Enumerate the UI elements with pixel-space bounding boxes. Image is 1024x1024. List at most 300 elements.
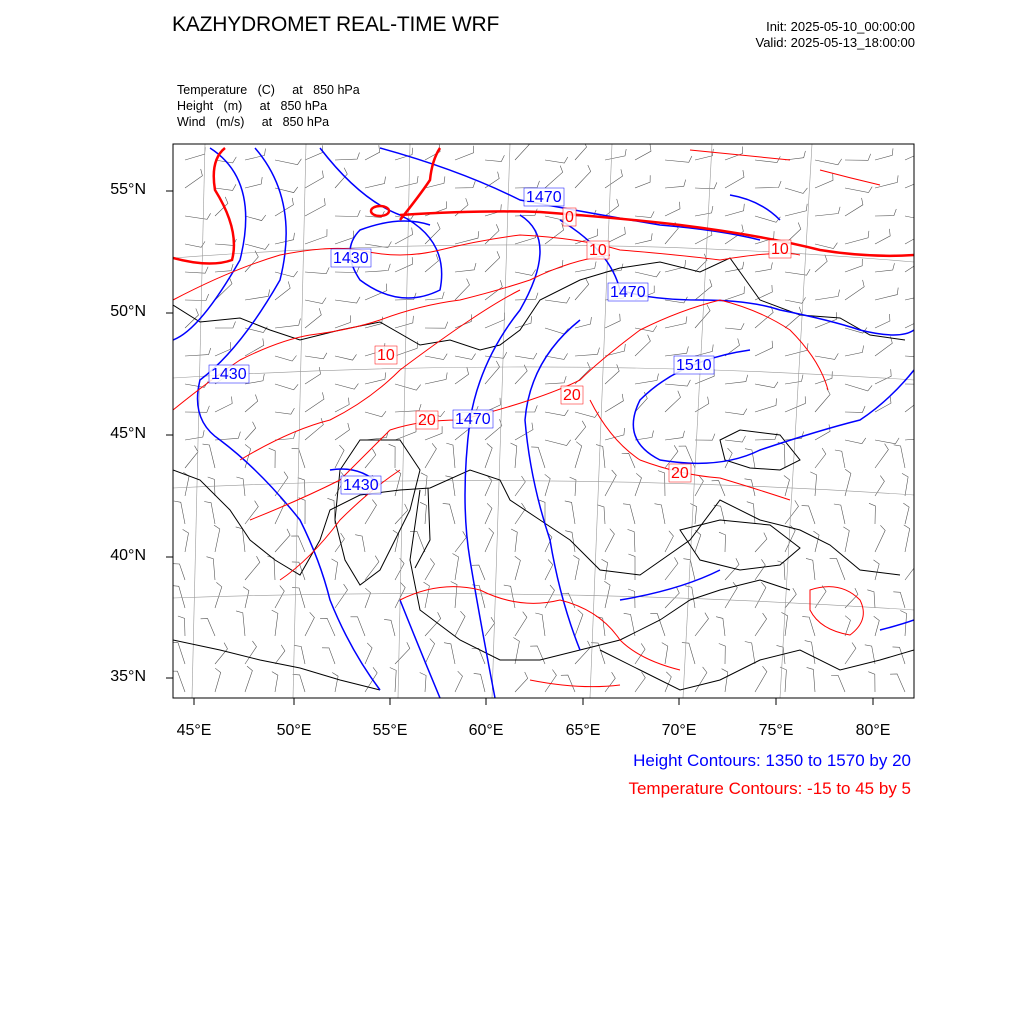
wind-barb [305,298,326,304]
wind-barb [515,476,525,496]
wind-barb [485,617,495,636]
lat-tick-label: 35°N [110,668,146,685]
temperature-contour-label: 10 [377,347,395,364]
wind-barb [785,500,799,524]
wind-barb [785,375,803,384]
wind-barb [755,285,772,300]
wind-barb [719,644,726,665]
wind-barb [485,476,492,497]
wind-barb [845,187,872,193]
wind-barb [214,525,220,552]
wind-barb [785,204,807,216]
wind-barb [845,384,872,391]
wind-barb [185,267,208,273]
wind-barb [875,444,888,468]
wind-barb [604,581,610,608]
wind-barb [778,442,785,468]
wind-barb [755,582,766,608]
wind-barb [485,224,499,244]
wind-barb [628,554,635,580]
wind-barb [335,315,351,328]
wind-barb [905,378,931,385]
wind-barb [174,501,185,524]
wind-barb [455,279,470,300]
wind-barb [272,610,278,636]
wind-barb [845,154,871,161]
wind-barb [245,395,258,413]
wind-barb [665,431,685,440]
wind-barb [365,177,386,188]
wind-barb [425,254,438,272]
wind-barb [420,502,426,524]
wind-barb [446,443,455,468]
wind-barb [868,672,875,692]
wind-barb [561,675,575,692]
lon-tick-label: 45°E [176,722,212,739]
lon-tick-label: 50°E [276,722,312,739]
wind-barb [802,617,815,636]
wind-barb [395,558,404,580]
wind-barb [596,445,605,468]
height-contour-label: 1430 [333,250,369,267]
height-contour-label: 1510 [676,357,712,374]
lat-tick-label: 50°N [110,303,146,320]
wind-barb [215,397,232,413]
wind-barb [695,182,717,188]
wind-barb [835,450,845,468]
wind-barb [755,341,773,356]
wind-barb [875,369,891,384]
temperature-contour-label: 10 [771,241,789,258]
wind-barb [305,145,323,160]
wind-barb [355,535,365,552]
wind-barb [291,536,305,552]
wind-barb [785,343,808,356]
wind-barb [444,643,455,664]
wind-barb [755,382,778,388]
wind-barb [245,556,260,580]
wind-barb [485,528,494,552]
wind-barb [807,667,815,692]
wind-barb [305,308,321,328]
temperature-contour-label: 20 [671,465,689,482]
wind-barb [305,418,323,440]
wind-barb [472,565,485,580]
wind-barb [485,443,492,468]
wind-barb [455,531,466,552]
wind-barb [215,184,236,190]
wind-barb [395,228,413,244]
wind-barb [485,352,507,358]
wind-barb [665,180,686,188]
wind-barb [335,231,354,244]
wind-barb [725,204,744,216]
wind-barb [545,560,553,581]
wind-barb [185,446,198,468]
wind-barb [875,148,893,160]
wind-barb [545,474,551,496]
wind-barb [815,290,840,300]
wind-barb [662,643,668,664]
wind-barb [815,159,842,165]
temperature-contour-label: 20 [418,412,436,429]
wind-barb [635,672,645,692]
wind-barb [815,173,833,188]
wind-barb [365,411,386,417]
wind-barb [635,211,654,217]
wind-barb [332,673,338,693]
wind-barb [305,392,324,412]
wind-barb [185,430,204,440]
wind-barb [805,641,815,664]
wind-barb [834,504,845,524]
wind-barb [665,380,690,386]
wind-barb [395,384,421,390]
wind-barb [395,257,413,272]
wind-barb [755,533,767,552]
wind-barb [327,498,335,524]
wind-barb [455,181,475,188]
wind-barb [173,564,186,580]
wind-barb [485,503,492,524]
wind-barb [785,297,806,303]
wind-barb [305,353,327,359]
wind-barb [515,270,536,276]
wind-barb [389,444,396,468]
wind-barb [421,473,427,496]
wind-barb [390,668,396,693]
wind-barb [785,526,795,553]
wind-barb [185,294,209,301]
wind-barb [185,241,205,247]
wind-barb [875,396,891,412]
wind-barb [690,504,696,525]
wind-barb [628,529,636,552]
wind-barb [635,233,652,244]
wind-barb [515,365,527,384]
wind-barb [719,532,726,552]
wind-barb [305,171,323,188]
wind-barb [635,374,659,384]
wind-barb [485,204,501,216]
temperature-contour-label: 20 [563,387,581,404]
wind-barb [665,557,678,580]
wind-barb [905,394,920,412]
graticule [173,144,914,698]
wind-barb [335,584,348,608]
wind-barb [650,613,665,636]
wind-barb [815,207,840,216]
wind-barb [215,322,236,329]
wind-barb [665,531,673,552]
wind-barb [455,671,463,692]
wind-barb [425,354,447,360]
wind-barb [485,280,502,300]
wind-barb [875,175,898,188]
wind-barb [215,668,221,692]
init-time: Init: 2025-05-10_00:00:00 [766,19,915,34]
wind-barb [635,643,645,664]
wind-barb [785,396,805,412]
wind-barb [605,344,625,356]
wind-barb [335,153,360,161]
wind-barb [725,147,743,161]
temperature-contours [173,148,914,687]
wind-barb [365,372,386,384]
wind-barb [305,198,325,216]
wind-barb [695,476,703,496]
wind-barb [245,289,270,300]
wind-barb [867,590,875,608]
wind-barb [565,531,575,552]
wind-barb [365,588,371,608]
wind-barb [845,198,863,216]
wind-barb [635,335,650,356]
wind-barb [485,155,504,161]
wind-barb [845,469,851,496]
wind-barb [545,585,555,608]
wind-barb [305,612,314,636]
wind-barb [472,648,485,664]
wind-barb [335,533,344,552]
wind-barb [185,406,209,413]
lat-tick-label: 55°N [110,181,146,198]
wind-barb [298,478,305,496]
wind-barb [785,151,805,160]
wind-barb [395,176,418,188]
wind-barb [451,582,457,609]
lon-tick-label: 75°E [758,722,794,739]
wind-barb [275,233,295,244]
wind-barb [185,147,205,160]
wind-barb [335,210,360,216]
wind-barb [893,592,905,608]
wind-barb [605,672,615,692]
wind-barb [185,309,199,329]
wind-barb [335,445,344,468]
wind-barb [245,251,258,272]
wind-barb [575,421,586,440]
wind-barb [292,587,305,608]
wind-barb [716,617,725,636]
wind-barb [395,293,416,300]
wind-barb [236,611,245,636]
wind-barb [784,476,790,497]
wind-barb [269,448,276,468]
wind-barb [695,530,701,552]
height-legend: Height Contours: 1350 to 1570 by 20 [633,751,911,770]
wind-barb [831,675,845,692]
wind-barb [245,422,256,440]
wind-barb [335,354,357,360]
wind-barb [575,610,583,636]
wind-barb [185,348,211,356]
wind-barb [455,611,465,636]
lat-tick-label: 45°N [110,425,146,442]
wind-barb [293,674,305,692]
map-title: KAZHYDROMET REAL-TIME WRF [172,13,500,36]
wind-barb [605,470,616,496]
wind-barb [682,643,695,664]
wind-barb [745,642,755,665]
wind-barb [875,314,890,328]
wind-barb [236,477,245,496]
lon-tick-label: 65°E [565,722,601,739]
wind-barb [755,613,767,636]
wind-barb [455,354,476,360]
wind-barb [874,560,880,580]
wind-barb [830,559,845,580]
wind-barb [395,341,418,356]
wind-barb [275,408,294,414]
wind-barb [453,554,459,581]
wind-barb [335,423,350,440]
lat-tick-label: 40°N [110,547,146,564]
wind-barb [890,674,905,692]
wind-barb [635,271,660,277]
wind-barb [185,213,211,219]
wind-barb [215,643,228,664]
wind-barb [395,316,413,328]
wind-barb [275,271,298,277]
wind-barb [332,559,338,580]
wind-barb [624,613,635,636]
wind-barb [545,410,568,416]
wind-barb [755,666,767,692]
wind-barb [545,260,563,272]
wind-barb [185,169,202,188]
height-contour-label: 1430 [343,477,379,494]
wind-barb [575,362,590,384]
wind-barb [695,434,715,441]
wind-barb [815,448,826,468]
wind-barb [511,443,517,468]
wind-barb [545,297,570,303]
wind-barb [722,669,728,692]
wind-barb [810,472,816,496]
wind-barb [515,136,531,160]
wind-barb [515,231,536,244]
wind-barb [365,500,377,524]
wind-barb [813,531,819,552]
wind-barb [623,504,635,524]
wind-barb [365,145,380,160]
wind-barb [725,170,744,188]
wind-barb [201,619,215,636]
wind-barb [272,672,278,692]
wind-barb [207,557,216,580]
wind-barb [755,559,765,580]
wind-barb [365,643,372,664]
wind-barb [455,368,469,385]
wind-barb [635,431,654,441]
wind-barb [845,643,856,665]
wind-barb [605,199,619,216]
wind-barb [215,582,222,608]
wind-barb [178,616,185,636]
wind-barb [275,159,301,165]
wind-barb [455,146,474,160]
temperature-contour-labels [375,208,791,482]
wind-barb [902,473,908,496]
wind-barb [365,449,376,468]
wind-barb [665,202,680,216]
wind-barb [515,181,540,188]
wind-barb [245,501,258,524]
wind-barb [845,346,864,357]
wind-barb [545,166,563,188]
wind-barb [294,645,305,664]
wind-barb [575,262,596,273]
wind-barb [845,438,866,444]
wind-barb [395,504,408,524]
wind-barb [322,648,335,664]
wind-barb [185,382,208,388]
wind-barb [275,498,285,524]
wind-barb [420,673,426,693]
wind-barb [725,409,747,415]
wind-barb [894,445,905,468]
lon-tick-label: 70°E [661,722,697,739]
wind-barb [425,443,436,468]
wind-barb [845,406,865,412]
wind-barb [665,316,687,328]
wind-barb [443,503,455,524]
wind-barb [875,229,890,244]
wind-barb [573,555,579,580]
wind-barb [305,267,329,273]
temperature-contour-label: 0 [565,209,574,226]
wind-barb [745,449,755,468]
wind-barb [545,670,556,693]
wind-barb [305,367,321,384]
wind-barb [875,209,896,216]
wind-barb [535,613,545,636]
wind-barb [455,263,476,272]
wind-barb [335,384,358,390]
field-height: Height (m) at 850 hPa [177,99,328,113]
wind-barb [243,587,249,608]
wind-barb [275,384,298,390]
wind-barb [515,556,521,580]
wind-barb [545,440,571,446]
wind-barb [597,505,605,524]
wind-barb [425,558,435,580]
wind-barb [905,555,919,580]
wind-barb [545,376,566,384]
wind-barbs [170,136,931,692]
wind-barb [602,559,608,580]
wind-barb [815,353,838,359]
wind-barb [755,398,777,412]
height-contour-label: 1470 [610,284,646,301]
wind-barb [515,423,533,440]
wind-barb [511,529,517,552]
wind-barb [172,586,185,608]
wind-barb [875,288,898,300]
height-contours [173,148,914,698]
wind-barb [245,666,252,692]
wind-barb [515,672,528,692]
wind-barb [802,506,815,524]
wind-barb [635,144,651,160]
wind-barb [905,229,920,244]
lon-tick-label: 55°E [372,722,408,739]
wind-barb [695,206,713,216]
wind-barb [747,502,755,524]
wind-barb [515,353,537,359]
wind-barb [485,251,500,272]
